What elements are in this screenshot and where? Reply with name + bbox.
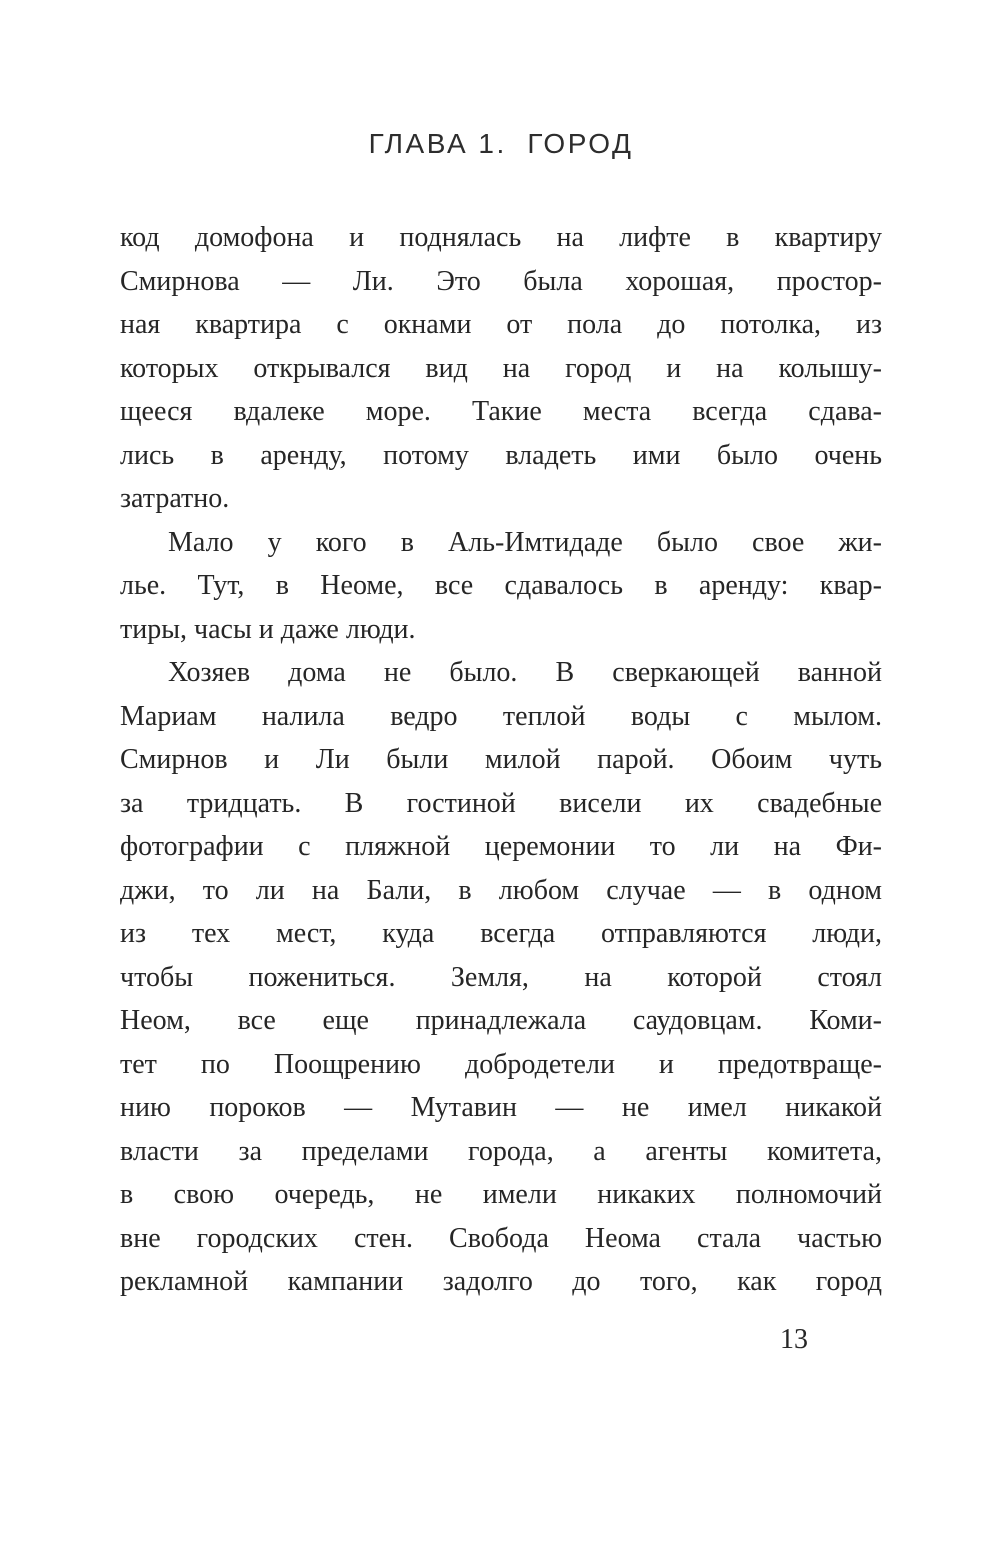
text-line: из тех мест, куда всегда отправляются люди, <box>120 918 882 949</box>
text-line: тет по Поощрению добродетели и предотвраще- <box>120 1048 882 1080</box>
text-line: власти за пределами города, а агенты комитета, <box>120 1135 882 1167</box>
text-line: рекламной кампании задолго до того, как город <box>120 1266 882 1297</box>
text-line: ная квартира с окнами от пола до потолка, из <box>120 309 882 340</box>
text-line: лись в аренду, потому владеть ими было очень <box>120 439 882 471</box>
text-line: Неом, все еще принадлежала саудовцам. Коми- <box>120 1005 882 1036</box>
text-block <box>120 216 882 1304</box>
page-number: 13 <box>780 1324 808 1355</box>
text-line: Мариам налила ведро теплой воды с мылом. <box>120 700 882 732</box>
text-line: фотографии с пляжной церемонии то ли на Фи- <box>120 831 882 862</box>
text-line: Хозяев дома не было. В сверкающей ванной <box>168 657 882 688</box>
text-line: вне городских стен. Свобода Неома стала частью <box>120 1222 882 1254</box>
text-line: щееся вдалеке море. Такие места всегда сдава- <box>120 396 882 427</box>
text-line: код домофона и поднялась на лифте в квартиру <box>120 222 882 253</box>
chapter-title: ГЛАВА 1. ГОРОД <box>368 128 634 159</box>
text-line: Смирнов и Ли были милой парой. Обоим чуть <box>120 744 882 775</box>
text-line: чтобы пожениться. Земля, на которой стоял <box>120 961 882 993</box>
text-line: в свою очередь, не имели никаких полномочий <box>120 1179 882 1210</box>
text-line: джи, то ли на Бали, в любом случае — в одном <box>120 874 882 906</box>
text-line: которых открывался вид на город и на колышу- <box>120 352 882 384</box>
text-line: за тридцать. В гостиной висели их свадебные <box>120 787 882 819</box>
text-line: лье. Тут, в Неоме, все сдавалось в аренду: квар- <box>120 570 882 601</box>
text-line: нию пороков — Мутавин — не имел никакой <box>120 1092 882 1123</box>
text-line: Мало у кого в Аль-Имтидаде было свое жи- <box>168 526 882 558</box>
text-line: затратно. <box>120 483 230 514</box>
text-line: Смирнова — Ли. Это была хорошая, простор- <box>120 265 882 297</box>
text-line: тиры, часы и даже люди. <box>120 613 416 645</box>
